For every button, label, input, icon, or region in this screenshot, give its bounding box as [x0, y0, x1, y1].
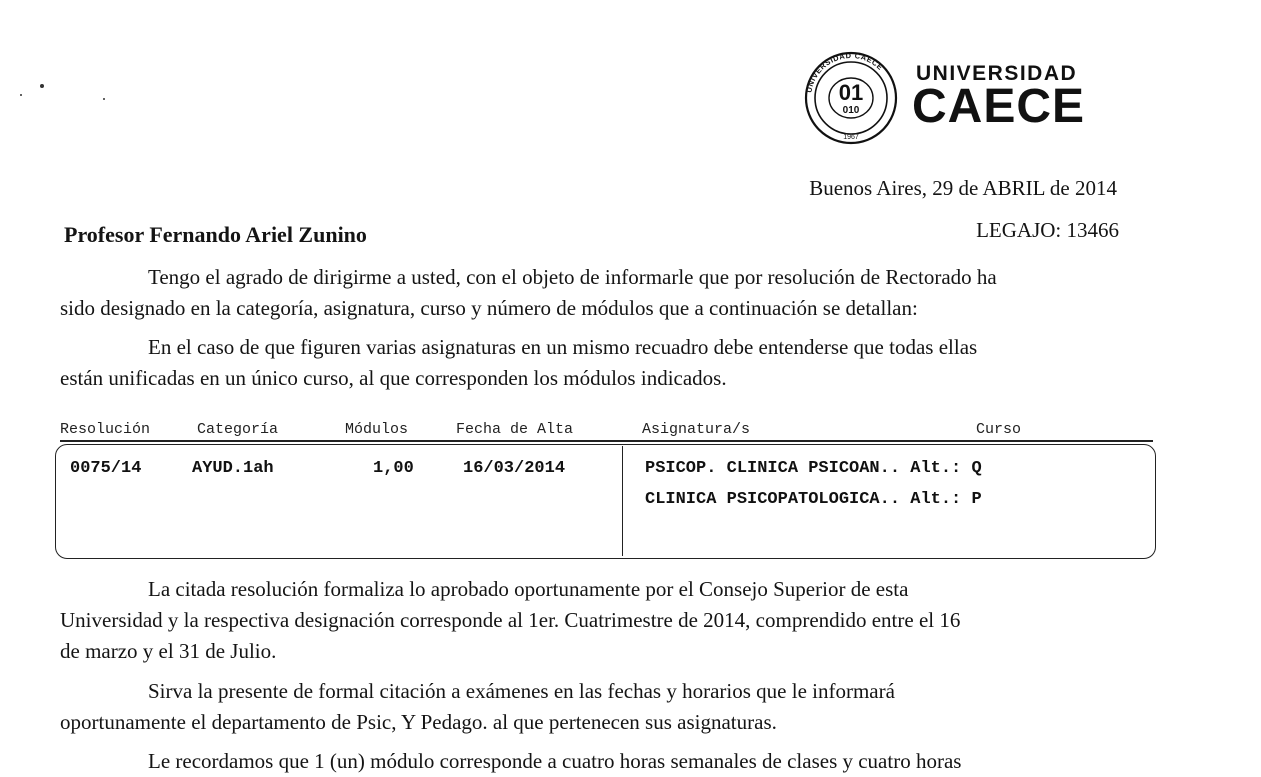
scan-speck	[40, 84, 44, 88]
table-header-rule	[60, 440, 1153, 442]
seal-center-bottom: 010	[842, 105, 860, 116]
intro-paragraph	[60, 262, 1180, 324]
intro-line: En el caso de que figuren varias asignaturas en un mismo recuadro debe entenderse que todas ellas	[148, 335, 978, 359]
col-header-asignatura: Asignatura/s	[642, 421, 751, 438]
seal-ring-text: UNIVERSIDAD CAECE	[804, 51, 886, 94]
logo-wordmark-bottom: CAECE	[912, 80, 1086, 133]
seal-center-top: 01	[838, 80, 864, 105]
col-header-fecha: Fecha de Alta	[456, 421, 574, 438]
body-line: La citada resolución formaliza lo aprobado oportunamente por el Consejo Superior de esta	[148, 577, 909, 601]
table-column-divider	[622, 446, 623, 556]
intro-paragraph	[60, 332, 1180, 394]
intro-line: Tengo el agrado de dirigirme a usted, con el objeto de informarle que por resolución de Rectorado ha	[148, 265, 997, 289]
body-line: Universidad y la respectiva designación corresponde al 1er. Cuatrimestre de 2014, comprendido entre el 16	[60, 608, 961, 632]
intro-line: sido designado en la categoría, asignatura, curso y número de módulos que a continuación se detallan:	[60, 296, 918, 320]
cell-modulos: 1,00	[373, 459, 414, 478]
col-header-resolucion: Resolución	[60, 421, 151, 438]
scan-speck	[20, 94, 22, 96]
body-line: oportunamente el departamento de Psic, Y Pedago. al que pertenecen sus asignaturas.	[60, 710, 777, 734]
cell-resolucion: 0075/14	[70, 459, 142, 478]
col-header-curso: Curso	[976, 421, 1022, 438]
letter-date: Buenos Aires, 29 de ABRIL de 2014	[809, 176, 1117, 200]
col-header-categoria: Categoría	[197, 421, 279, 438]
scan-speck	[103, 98, 105, 100]
body-line: Sirva la presente de formal citación a exámenes en las fechas y horarios que le informará	[148, 679, 895, 703]
recipient-name: Profesor Fernando Ariel Zunino	[64, 222, 367, 247]
logo-wordmark-top: UNIVERSIDAD	[916, 62, 1078, 85]
intro-line: están unificadas en un único curso, al que corresponden los módulos indicados.	[60, 366, 727, 390]
body-line: Le recordamos que 1 (un) módulo corresponde a cuatro horas semanales de clases y cuatro horas	[148, 749, 962, 773]
body-paragraph	[60, 746, 1180, 777]
seal-year: 1967	[843, 134, 859, 141]
body-line: de marzo y el 31 de Julio.	[60, 639, 277, 663]
cell-fecha: 16/03/2014	[463, 459, 566, 478]
body-paragraph	[60, 574, 1180, 667]
file-number: LEGAJO: 13466	[976, 218, 1119, 242]
body-paragraph	[60, 676, 1180, 738]
col-header-modulos: Módulos	[345, 421, 409, 438]
cell-categoria: AYUD.1ah	[192, 459, 274, 478]
university-seal-logo	[804, 51, 898, 145]
cell-asignatura: PSICOP. CLINICA PSICOAN.. Alt.: Q	[645, 459, 982, 478]
cell-asignatura: CLINICA PSICOPATOLOGICA.. Alt.: P	[645, 490, 982, 509]
